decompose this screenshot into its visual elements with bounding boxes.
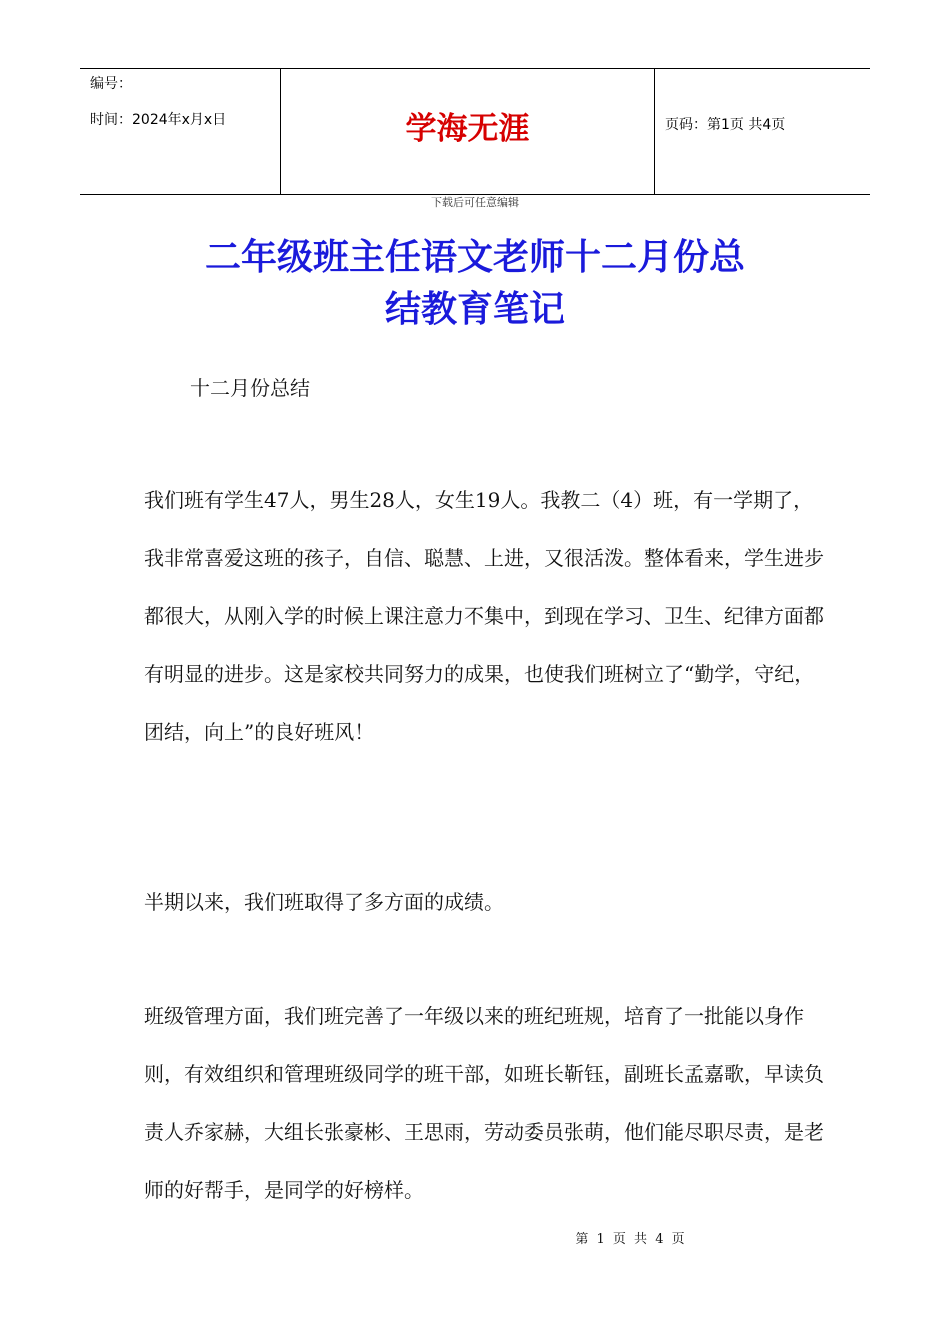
header-left-cell — [80, 69, 281, 194]
header-middle-cell — [281, 69, 655, 194]
section-subheading: 十二月份总结 — [190, 376, 310, 400]
paragraph-class-management: 班级管理方面，我们班完善了一年级以来的班纪班规，培育了一批能以身作则，有效组织和管理班级同学的班干部，如班长靳钰，副班长孟嘉歌，早读负责人乔家赫，大组长张豪彬、王思雨，劳动委员张萌，他们能尽职尽责，是老师的好帮手，是同学的好榜样。 — [144, 1004, 824, 1202]
paragraph-achievements-intro: 半期以来，我们班取得了多方面的成绩。 — [144, 890, 504, 914]
document-number-label: 编号： — [90, 76, 132, 92]
header-right-cell — [655, 69, 870, 194]
page-number-label: 页码：第1页 共4页 — [665, 117, 786, 133]
document-title-line-1: 二年级班主任语文老师十二月份总 — [204, 237, 745, 278]
document-time-label: 时间：2024年x月x日 — [90, 112, 227, 128]
document-title-line-2: 结教育笔记 — [384, 289, 565, 330]
paragraph-class-overview: 我们班有学生47人，男生28人，女生19人。我教二（4）班，有一学期了，我非常喜爱这班的孩子，自信、聪慧、上进，又很活泼。整体看来，学生进步都很大，从刚入学的时候上课注意力不集中，到现在学习、卫生、纪律方面都有明显的进步。这是家校共同努力的成果，也使我们班树立了“勤学，守纪，团结，向上”的良好班风！ — [144, 488, 824, 744]
document-header-table — [80, 68, 870, 195]
brand-title: 学海无涯 — [405, 111, 530, 147]
page-footer: 第 1 页 共 4 页 — [575, 1232, 685, 1247]
download-note: 下载后可任意编辑 — [431, 196, 519, 209]
document-title — [80, 232, 870, 336]
